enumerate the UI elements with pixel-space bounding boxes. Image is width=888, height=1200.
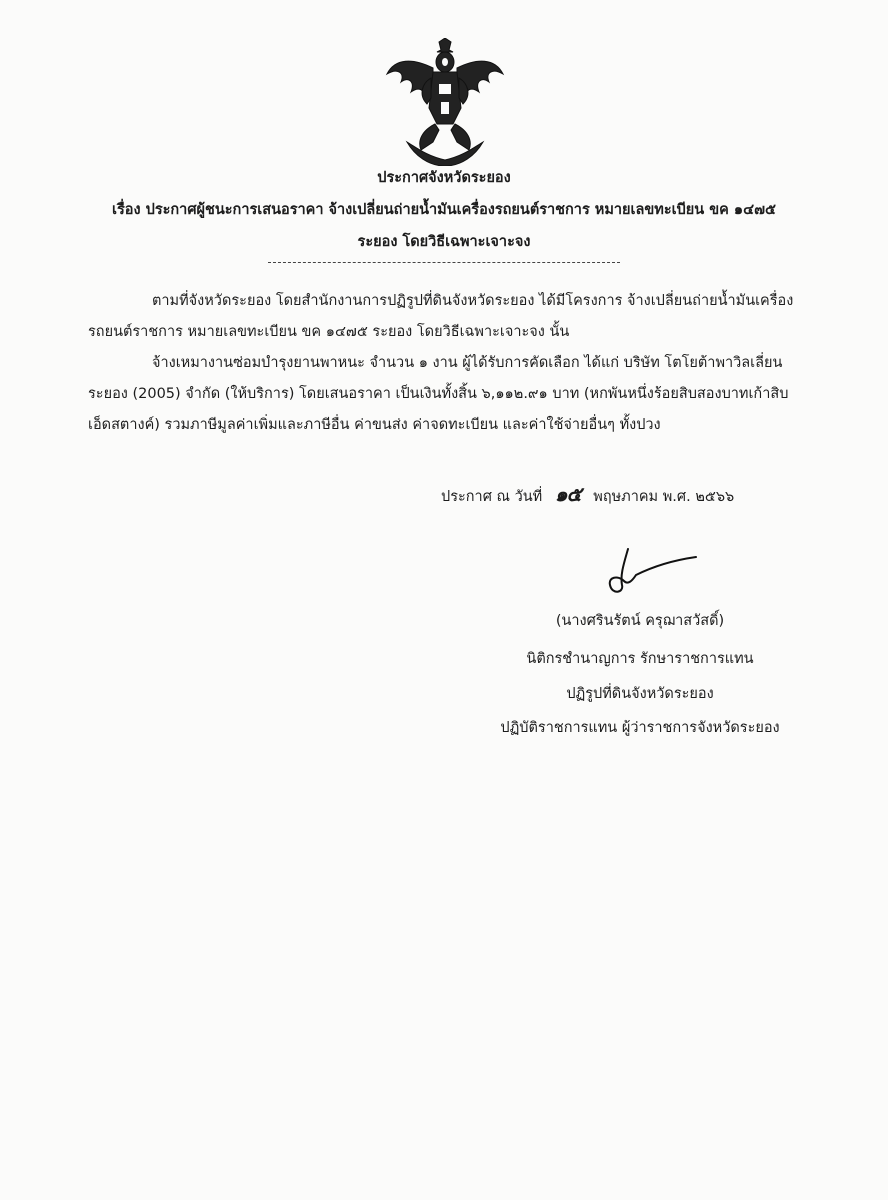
announcement-day: ๑๕ — [554, 482, 581, 506]
body-paragraph-1: ตามที่จังหวัดระยอง โดยสำนักงานการปฏิรูปที่ดินจังหวัดระยอง ได้มีโครงการ จ้างเปลี่ยนถ่ายน้ำมันเครื่องรถยนต์ราชการ หมายเลขทะเบียน ขค ๑๔๗๕ ระยอง โดยวิธีเฉพาะเจาะจง นั้น — [88, 293, 794, 340]
body-paragraph-2: จ้างเหมางานซ่อมบำรุงยานพาหนะ จำนวน ๑ งาน ผู้ได้รับการคัดเลือก ได้แก่ บริษัท โตโยต้าพาวิลเลี่ยน ระยอง (2005) จำกัด (ให้บริการ) โดยเสนอราคา เป็นเงินทั้งสิ้น ๖,๑๑๒.๙๑ บาท (หกพันหนึ่งร้อยสิบสองบาทเก้าสิบเอ็ดสตางค์) รวมภาษีมูลค่าเพิ่มและภาษีอื่น ค่าขนส่ง ค่าจดทะเบียน และค่าใช้จ่ายอื่นๆ ทั้งปวง — [88, 355, 789, 433]
signer-position-1: นิติกรชำนาญการ รักษาราชการแทน — [526, 651, 754, 667]
subject-line-2: ระยอง โดยวิธีเฉพาะเจาะจง — [357, 234, 531, 250]
signer-position-2: ปฏิรูปที่ดินจังหวัดระยอง — [566, 686, 714, 702]
document-title: ประกาศจังหวัดระยอง — [377, 170, 511, 186]
announcement-date — [441, 478, 734, 510]
announcement-prefix: ประกาศ ณ วันที่ — [441, 489, 543, 505]
signer-name: (นางศรินรัตน์ ครุฌาสวัสดิ์) — [555, 613, 725, 629]
divider — [268, 262, 620, 263]
handwritten-signature-icon — [604, 545, 700, 601]
garuda-emblem-icon — [383, 38, 507, 166]
subject-line-1: เรื่อง ประกาศผู้ชนะการเสนอราคา จ้างเปลี่ยนถ่ายน้ำมันเครื่องรถยนต์ราชการ หมายเลขทะเบียน ขค ๑๔๗๕ — [112, 202, 776, 218]
announcement-month-year: พฤษภาคม พ.ศ. ๒๕๖๖ — [593, 489, 735, 505]
signer-position-3: ปฏิบัติราชการแทน ผู้ว่าราชการจังหวัดระยอง — [500, 720, 780, 736]
